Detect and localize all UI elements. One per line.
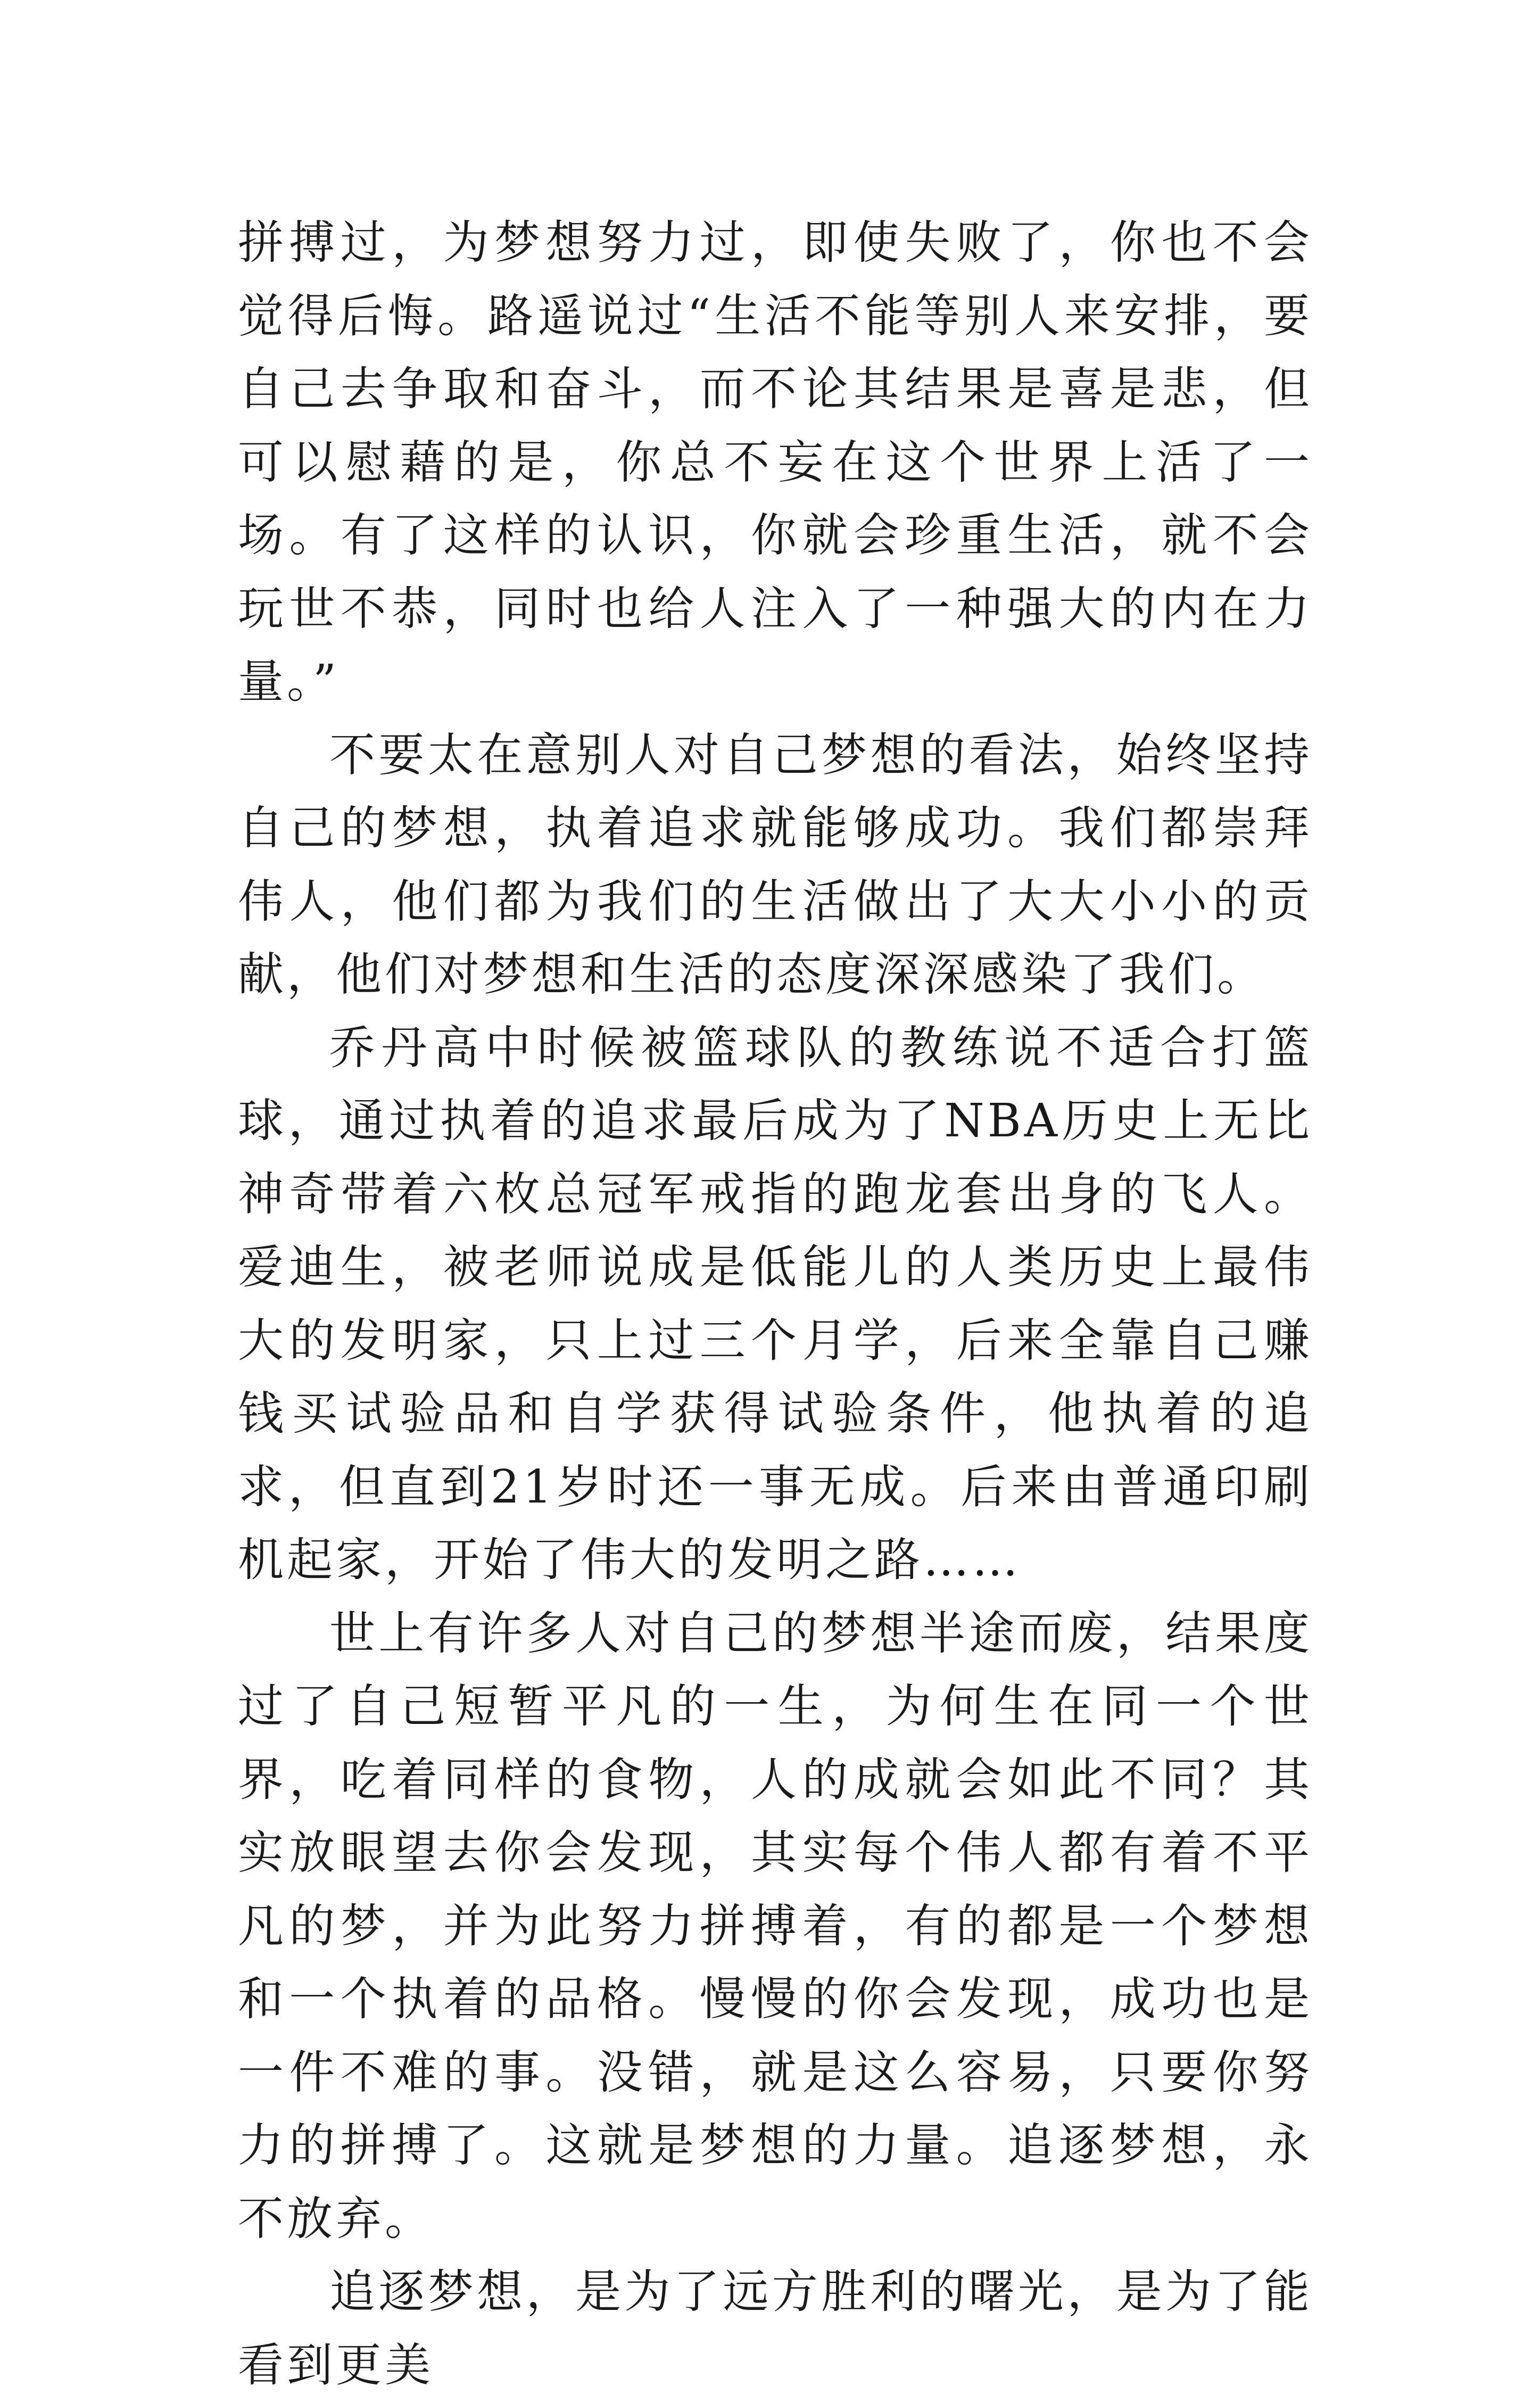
paragraph-continued: 拼搏过，为梦想努力过，即使失败了，你也不会觉得后悔。路遥说过“生活不能等别人来安排，要自己去争取和奋斗，而不论其结果是喜是悲，但可以慰藉的是，你总不妄在这个世界上活了一场。有了这样的认识，你就会珍重生活，就不会玩世不恭，同时也给人注入了一种强大的内在力量。” — [238, 216, 1313, 708]
paragraph: 世上有许多人对自己的梦想半途而废，结果度过了自己短暂平凡的一生，为何生在同一个世界，吃着同样的食物，人的成就会如此不同？其实放眼望去你会发现，其实每个伟人都有着不平凡的梦，并为此努力拼搏着，有的都是一个梦想和一个执着的品格。慢慢的你会发现，成功也是一件不难的事。没错，就是这么容易，只要你努力的拼搏了。这就是梦想的力量。追逐梦想，永不放弃。 — [238, 1606, 1313, 2246]
document-body — [238, 207, 1313, 2402]
paragraph: 不要太在意别人对自己梦想的看法，始终坚持自己的梦想，执着追求就能够成功。我们都崇拜伟人，他们都为我们的生活做出了大大小小的贡献，他们对梦想和生活的态度深深感染了我们。 — [238, 728, 1313, 1001]
paragraph: 追逐梦想，是为了远方胜利的曙光，是为了能看到更美 — [238, 2265, 1313, 2392]
paragraph: 乔丹高中时候被篮球队的教练说不适合打篮球，通过执着的追求最后成为了NBA历史上无比神奇带着六枚总冠军戒指的跑龙套出身的飞人。爱迪生，被老师说成是低能儿的人类历史上最伟大的发明家，只上过三个月学，后来全靠自己赚钱买试验品和自学获得试验条件，他执着的追求，但直到21岁时还一事无成。后来由普通印刷机起家，开始了伟大的发明之路…… — [238, 1021, 1313, 1587]
